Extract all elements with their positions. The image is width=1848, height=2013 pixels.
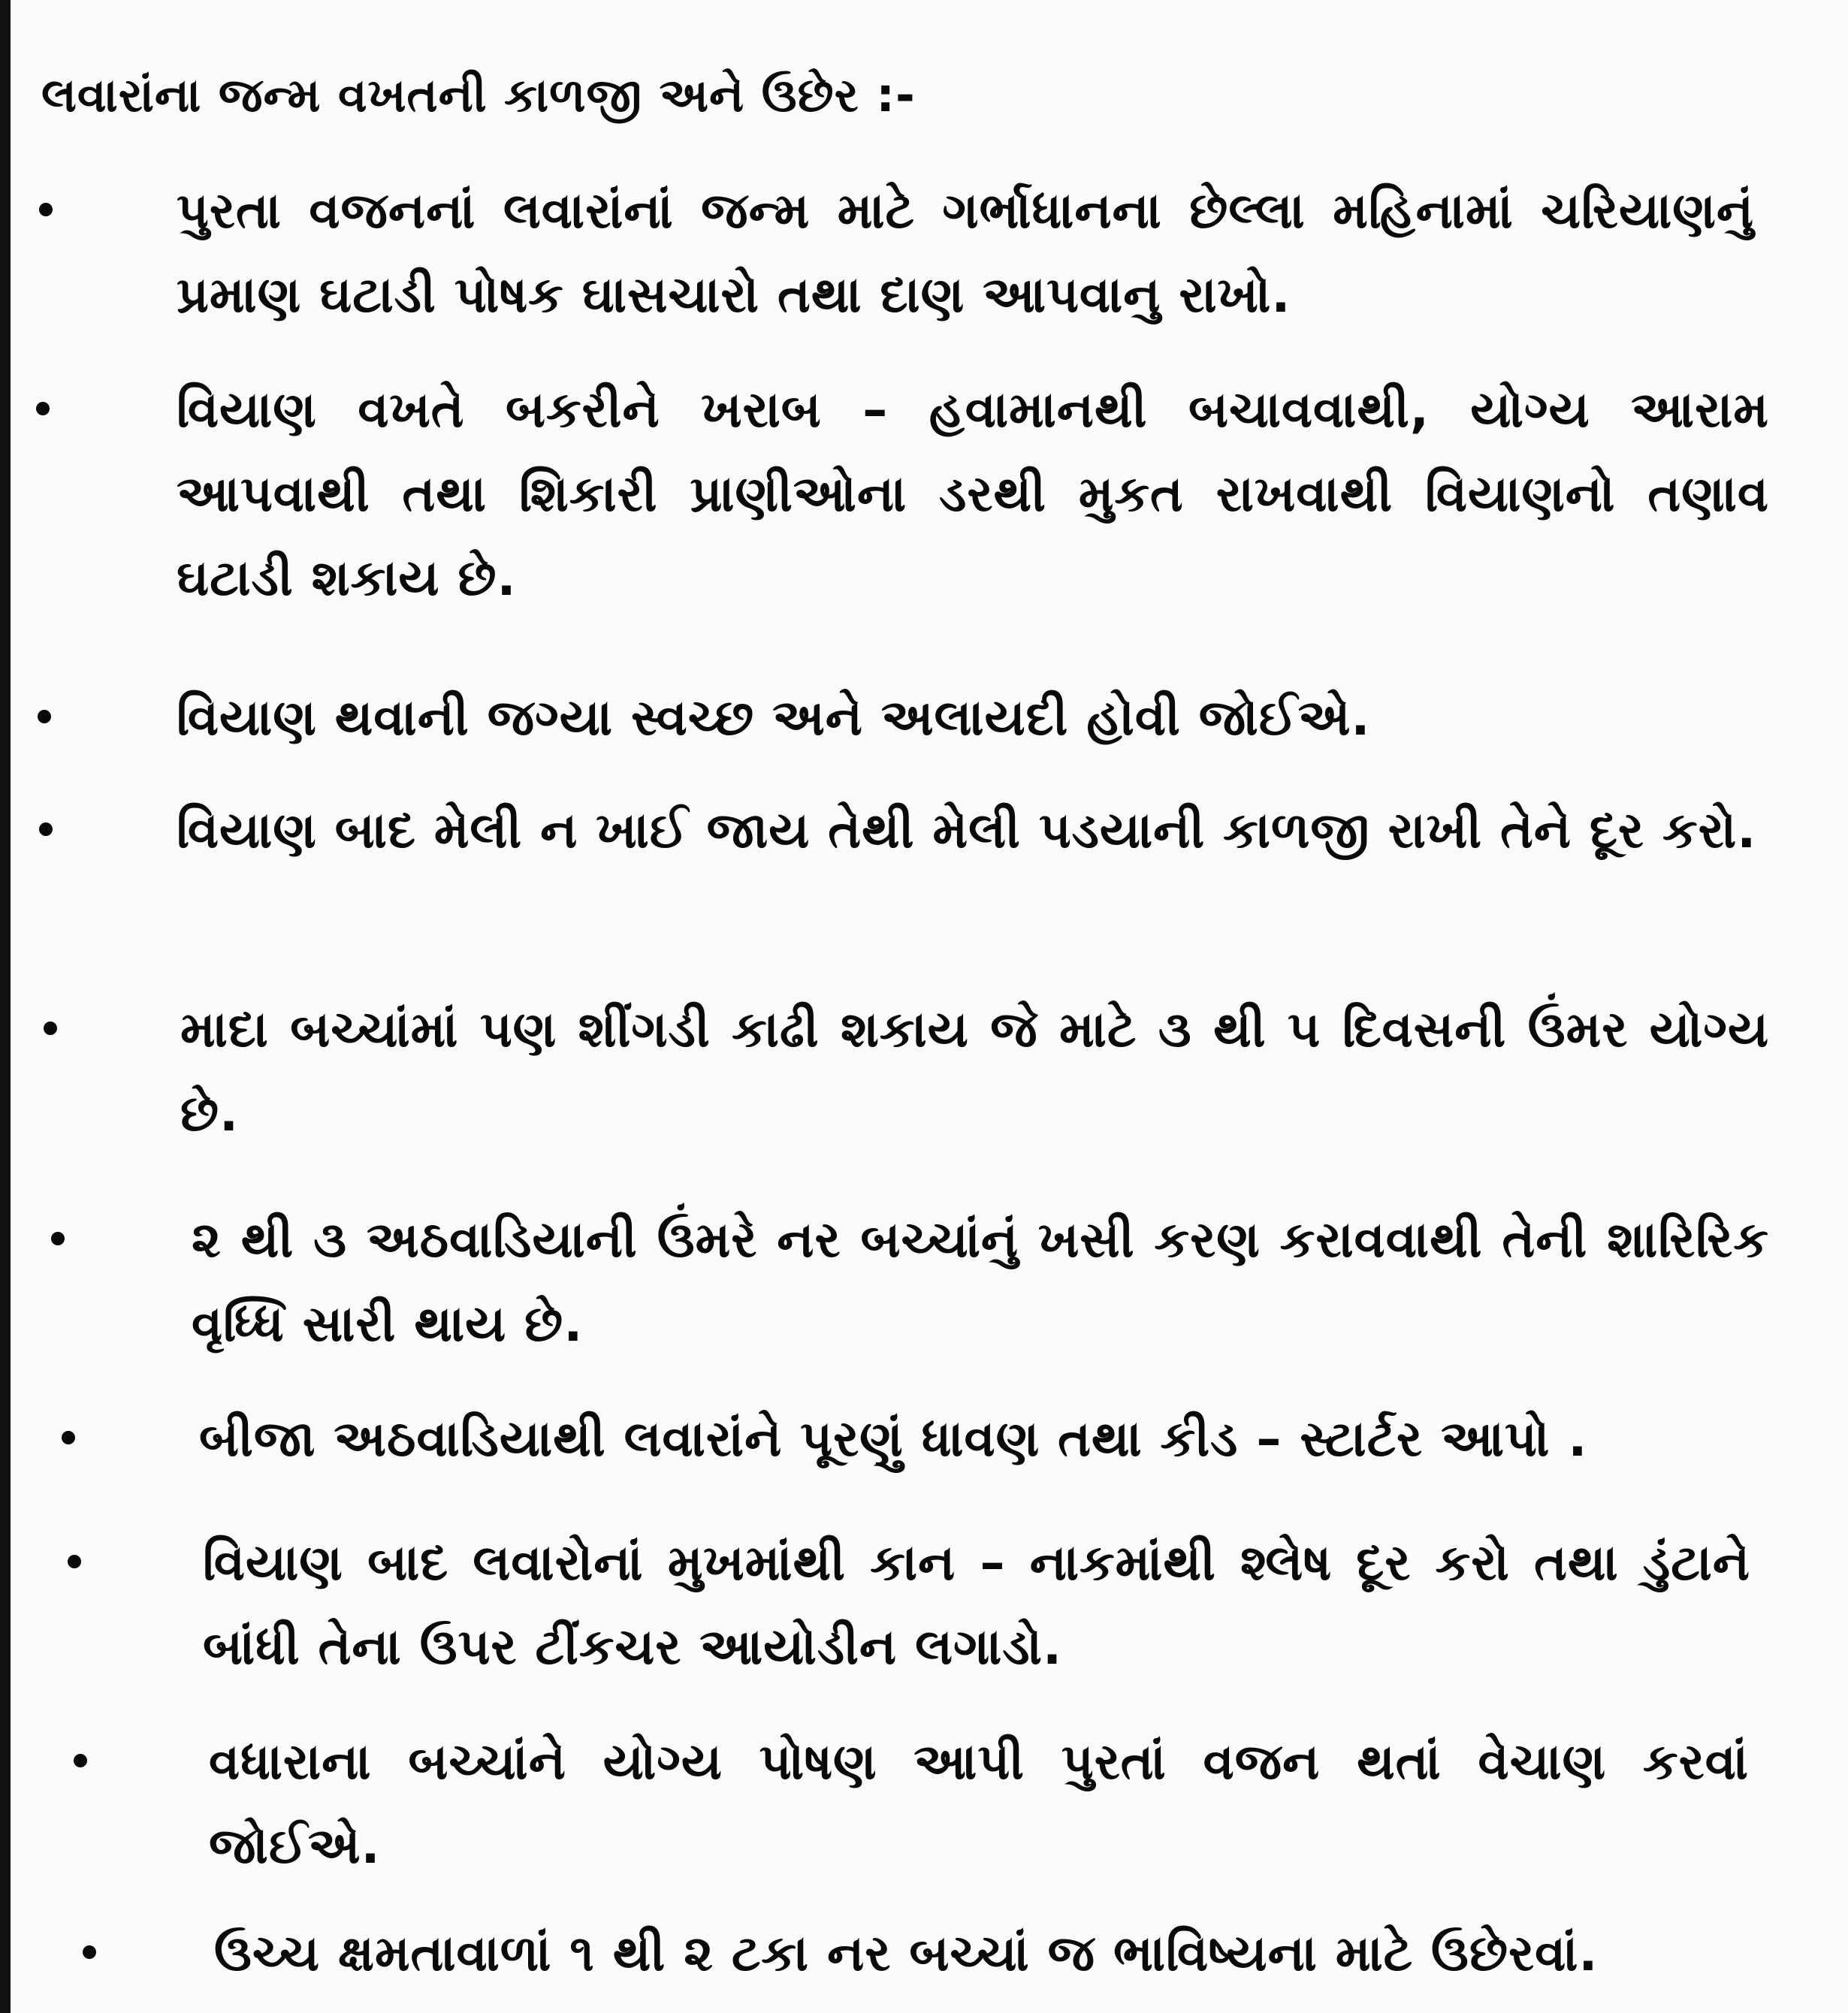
list-item-text: ઉચ્ચ ક્ષમતાવાળાં ૧ થી ૨ ટકા નર બચ્ચાં જ ભાવિષ્યના માટે ઉછેરવાં. xyxy=(214,1924,1599,1982)
bullet-icon xyxy=(36,402,50,415)
list-item-text: વિયાણ બાદ લવારોનાં મુખમાંથી કાન – નાકમાંથી શ્લેષ દૂર કરો તથા ડુંટાને બાંધી તેના ઉપર ટીંકચર આયોડીન લગાડો. xyxy=(203,1534,1750,1676)
bullet-icon xyxy=(38,710,51,723)
list-item-text: બીજા અઠવાડિયાથી લવારાંને પૂરણું ધાવણ તથા કીડ – સ્ટાર્ટર આપો . xyxy=(199,1410,1588,1468)
bullet-icon xyxy=(83,1945,96,1959)
bullet-icon xyxy=(39,822,53,836)
bullet-icon xyxy=(44,1022,57,1035)
left-border xyxy=(0,0,11,2013)
list-item-text: માદા બચ્ચાંમાં પણ શીંગડી કાઢી શકાય જે માટે ૩ થી ૫ દિવસની ઉંમર યોગ્ય છે. xyxy=(180,1000,1769,1142)
list-item-text: પુરતા વજનનાં લવારાંનાં જન્મ માટે ગર્ભાધાનના છેલ્લા મહિનામાં ચરિયાણનું પ્રમાણ ઘટાડી પોષક ઘાસચારો તથા દાણ આપવાનુ રાખો. xyxy=(177,182,1754,324)
bullet-icon xyxy=(39,203,53,216)
bullet-icon xyxy=(68,1555,81,1568)
list-item-text: વિયાણ બાદ મેલી ન ખાઈ જાય તેથી મેલી પડયાની કાળજી રાખી તેને દૂર કરો. xyxy=(177,801,1757,859)
list-item-text: ૨ થી ૩ અઠવાડિયાની ઉંમરે નર બચ્ચાંનું ખસી કરણ કરાવવાથી તેની શારિરિક વૃધ્ધિ સારી થાય છે. xyxy=(192,1211,1769,1353)
bullet-icon xyxy=(51,1232,65,1245)
list-item-text: વધારાના બચ્ચાંને યોગ્ય પોષણ આપી પુરતાં વજન થતાં વેચાણ કરવાં જોઈએ. xyxy=(209,1733,1749,1875)
bullet-icon xyxy=(74,1754,87,1767)
list-item-text: વિયાણ વખતે બકરીને ખરાબ – હવામાનથી બચાવવાથી, યોગ્ય આરામ આપવાથી તથા શિકારી પ્રાણીઓના ડરથી મુકત રાખવાથી વિયાણનો તણાવ ઘટાડી શકાય છે. xyxy=(177,381,1769,607)
page-title: લવારાંના જન્મ વખતની કાળજી અને ઉછેર :- xyxy=(41,68,916,122)
list-item-text: વિયાણ થવાની જગ્યા સ્વચ્છ અને અલાયદી હોવી જોઈએ. xyxy=(177,689,1371,747)
bullet-icon xyxy=(62,1431,75,1444)
